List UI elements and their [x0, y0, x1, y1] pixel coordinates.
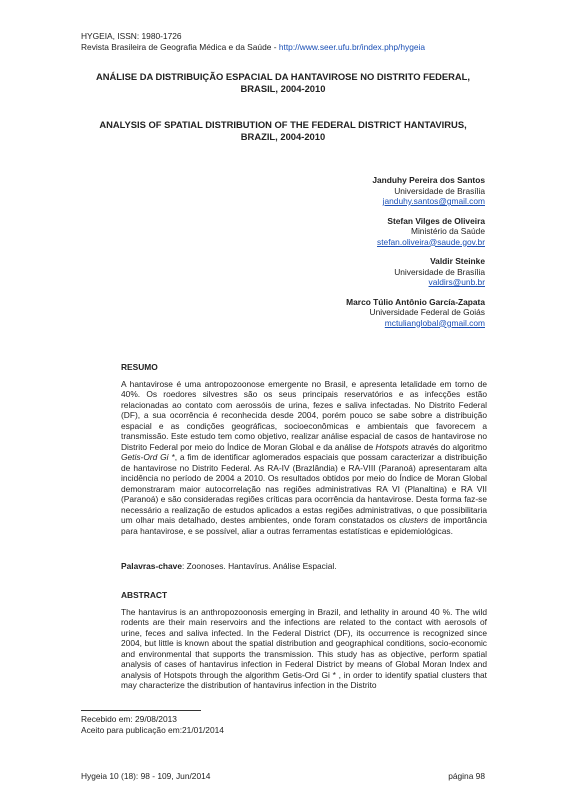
resumo-italic-clusters: clusters: [399, 515, 429, 525]
author-name: Valdir Steinke: [430, 256, 485, 266]
author-email-link[interactable]: janduhy.santos@gmail.com: [382, 196, 485, 206]
journal-name: Revista Brasileira de Geografia Médica e da Saúde -: [81, 42, 279, 52]
author-block: [346, 175, 485, 207]
footnote-divider: [81, 710, 201, 711]
author-email-link[interactable]: mctulianglobal@gmail.com: [384, 317, 485, 328]
accepted-date: Aceito para publicação em:21/01/2014: [81, 725, 224, 735]
author-list: [346, 175, 485, 337]
abstract-section: [121, 590, 487, 691]
journal-issn: HYGEIA, ISSN: 1980-1726: [81, 31, 182, 41]
keywords-text: : Zoonoses. Hantavírus. Análise Espacial.: [182, 561, 337, 571]
page-number: página 98: [448, 771, 485, 781]
author-name: Janduhy Pereira dos Santos: [372, 175, 485, 185]
resumo-italic-hotspots: Hotspots: [375, 441, 409, 452]
author-block: [346, 297, 485, 329]
resumo-text-2: através do algoritmo: [408, 441, 487, 452]
title-portuguese: [60, 71, 506, 95]
title-english: [60, 119, 506, 143]
page-footer: [81, 771, 485, 781]
journal-url-link[interactable]: http://www.seer.ufu.br/index.php/hygeia: [278, 42, 426, 52]
author-affiliation: Universidade de Brasília: [394, 185, 485, 196]
abstract-paragraph: The hantavirus is an anthropozoonosis emerging in Brazil, and lethality in around 40 %. The wild rodents are their main reservoirs and the infections are related to the contact with aerosols of urine, feces and saliva infected. In the Federal District (DF), its occurrence is recognized since 2004, but little is known about the spatial distribution and geographical conditions, socio-economic and environmental that supports the transmission. This study has as objective, perform spatial analysis of cases of hantavirus infection in Federal District by means of Global Moran Index and analysis of Hotspots through the algorithm Getis-Ord Gi * , in order to identify spatial clusters that may characterize the distribution of hantavirus infection in the Distrito: [121, 606, 487, 690]
resumo-italic-getis: Getis-Ord Gi *: [121, 452, 175, 462]
resumo-heading: RESUMO: [121, 362, 158, 372]
author-affiliation: Ministério da Saúde: [410, 226, 485, 236]
resumo-section: [121, 362, 487, 536]
resumo-text-3: , a fim de identificar aglomerados espaciais que possam caracterizar a distribuição de hantavirose no Distrito Federal. As RA-IV (Brazlândia) e RA-VIII (Paranoá) apresentaram alta incidência no período de 2004 a 2010. Os resultados obtidos por meio do Índice de Moran Global demonstraram maior autocorrelação nas regiões administrativas RA VI (Planaltina) e RA VII (Paranoá) e são consideradas regiões críticas para ocorrência da hantavirose. Desta forma faz-se necessário a realização de estudos aplicados a estas regiões administrativas, o que possibilitaria um olhar mais detalhado, destes ambientes, onde foram constatados os: [121, 452, 487, 525]
keywords-line: [121, 561, 487, 572]
abstract-heading: ABSTRACT: [121, 590, 168, 600]
title-en-line2: BRAZIL, 2004-2010: [240, 131, 326, 142]
footer-citation: Hygeia 10 (18): 98 - 109, Jun/2014: [81, 771, 211, 781]
resumo-paragraph: [121, 379, 487, 537]
author-name: Marco Túlio Antônio García-Zapata: [346, 296, 485, 307]
journal-name-line: [81, 42, 425, 53]
author-affiliation: Universidade de Brasília: [394, 266, 485, 277]
footnotes: [81, 714, 224, 736]
resumo-text-4: de importância para hantavirose, e se possível, aliar a outras ferramentas estatísticas e epidemiológicas.: [121, 515, 487, 536]
title-pt-line1: ANÁLISE DA DISTRIBUIÇÃO ESPACIAL DA HANTAVIROSE NO DISTRITO FEDERAL,: [96, 71, 470, 82]
author-email-link[interactable]: valdirs@unb.br: [428, 277, 485, 287]
author-block: [346, 216, 485, 248]
title-en-line1: ANALYSIS OF SPATIAL DISTRIBUTION OF THE FEDERAL DISTRICT HANTAVIRUS,: [99, 119, 467, 130]
journal-header: [81, 31, 425, 53]
received-date: Recebido em: 29/08/2013: [81, 714, 177, 724]
author-name: Stefan Vilges de Oliveira: [387, 215, 485, 226]
title-pt-line2: BRASIL, 2004-2010: [240, 83, 326, 94]
author-block: [346, 256, 485, 288]
author-affiliation: Universidade Federal de Goiás: [369, 307, 485, 317]
author-email-link[interactable]: stefan.oliveira@saude.gov.br: [377, 236, 485, 247]
resumo-text-1: A hantavirose é uma antropozoonose emergente no Brasil, e apresenta letalidade em torno de 40%. Os roedores silvestres são os seus principais reservatórios e as infecções estão relacionadas ao contato com aerossóis de urina, fezes e saliva infectadas. No Distrito Federal (DF), a sua ocorrência é reconhecida desde 2004, porém pouco se sabe sobre a distribuição espacial e as condições geográficas, socioeconômicas e ambientais que favorecem a transmissão. Este estudo tem como objetivo, realizar análise espacial de casos de hantavirose no Distrito Federal por meio do Índice de Moran Global e da análise de: [121, 378, 487, 452]
keywords-label: Palavras-chave: [121, 561, 182, 571]
